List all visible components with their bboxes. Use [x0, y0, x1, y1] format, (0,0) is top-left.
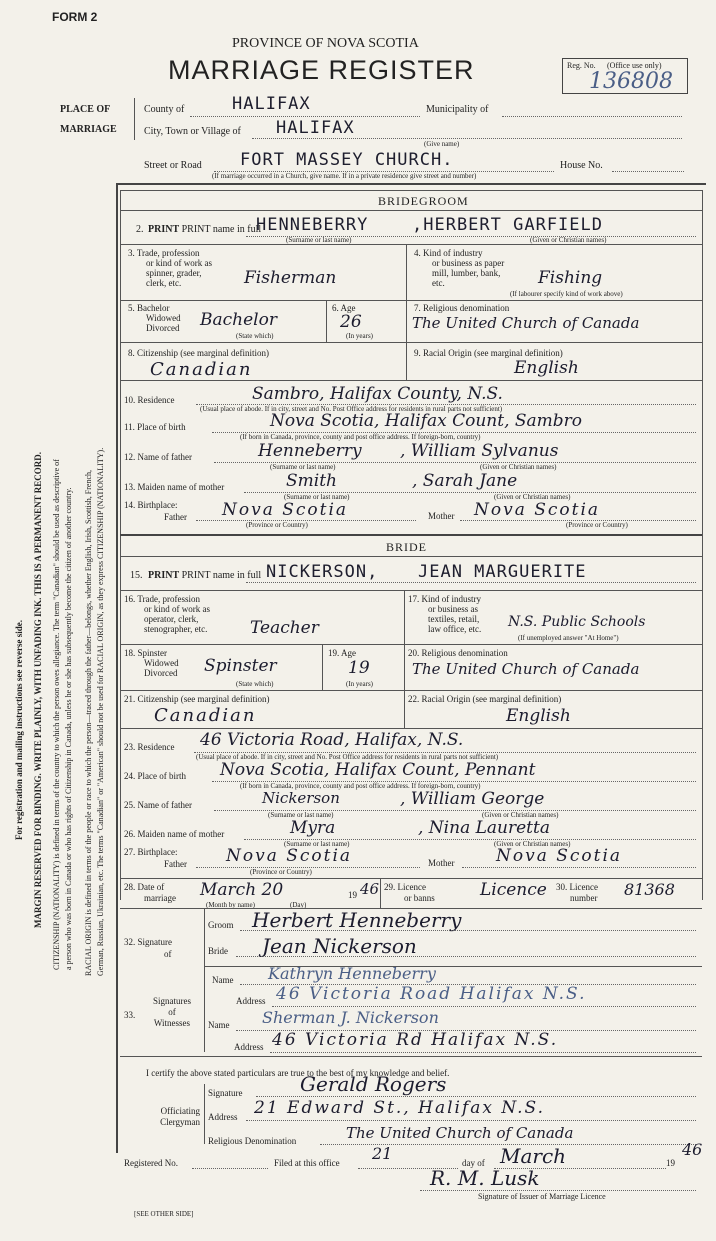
f22-label: 22. Racial Origin (see marginal definition): [408, 694, 562, 704]
bride-status-cap: (State which): [236, 680, 274, 688]
w1-address: 46 Victoria Road Halifax N.S.: [276, 984, 587, 1004]
f29-l2: or banns: [404, 893, 435, 903]
margin-line-6: German, Russian, Ukrainian, etc. The terms "Canadian" or "American" should not be used for RACIAL ORIGIN, as they express CITIZENSHIP (NATIONALITY).: [96, 447, 105, 976]
vline-groom-trade: [406, 244, 407, 300]
groom-birthplace: Nova Scotia, Halifax Count, Sambro: [270, 411, 583, 431]
marriage-date: March 20: [200, 880, 284, 900]
f23-cap: (Usual place of abode. If in city, street and No. Post Office address for residents in rural parts not sufficient): [196, 753, 499, 761]
vline-racial: [406, 342, 407, 380]
city-value: HALIFAX: [276, 118, 355, 138]
f29-label: [384, 882, 435, 904]
issuer-signature: R. M. Lusk: [430, 1166, 540, 1190]
form-inner-right: [702, 190, 703, 900]
date-cap2: (Day): [290, 901, 307, 909]
f14-label: [124, 499, 187, 523]
groom-mother-given: , Sarah Jane: [412, 471, 518, 491]
place-label-2: MARRIAGE: [60, 124, 117, 135]
f25-cap2: (Given or Christian names): [482, 811, 559, 819]
bride-sig-line: [236, 956, 696, 957]
f12-cap1: (Surname or last name): [270, 463, 336, 471]
line-380: [120, 380, 702, 381]
city-line: [252, 138, 682, 139]
f5-label: [128, 303, 181, 333]
margin-line-4: a person who was born in Canada or who has rights of Citizenship in Canada, unless he or she has subsequently become the citizen of another country.: [64, 487, 73, 970]
place-bracket: [134, 98, 135, 140]
w1-address-label: Address: [236, 996, 266, 1006]
f15-print: PRINT: [148, 570, 180, 581]
f23-label: 23. Residence: [124, 742, 175, 752]
issuer-caption: Signature of Issuer of Marriage Licence: [478, 1192, 606, 1201]
f18-l3: Divorced: [144, 668, 178, 678]
f32-l1: 32. Signature: [124, 937, 172, 947]
f9-label: 9. Racial Origin (see marginal definition): [414, 348, 563, 358]
bride-mother-given: , Nina Lauretta: [418, 818, 550, 838]
witness-l1: Signatures: [153, 996, 191, 1006]
f14-l2: Father: [164, 512, 187, 522]
groom-residence: Sambro, Halifax County, N.S.: [252, 384, 503, 404]
form-left-border: [116, 183, 118, 1153]
f4-l2: or business as paper: [432, 258, 505, 268]
bride-name-line: [246, 582, 696, 583]
clergy-address-label: Address: [208, 1112, 238, 1122]
officiating-l2: Clergyman: [160, 1117, 200, 1127]
f2-print: PRINT: [148, 224, 180, 235]
bride-citizenship: Canadian: [154, 705, 257, 726]
f17-cap: (If unemployed answer "At Home"): [518, 634, 619, 642]
f17-label: [408, 594, 481, 634]
marriage-year-prefix: 19: [348, 890, 357, 900]
f24-label: 24. Place of birth: [124, 771, 186, 781]
bride-age-cap: (In years): [346, 680, 374, 688]
f5-l1: 5. Bachelor: [128, 303, 170, 313]
bride-heading: BRIDE: [386, 540, 427, 554]
bride-trade: Teacher: [250, 618, 319, 638]
witness-l3: Witnesses: [153, 1018, 191, 1028]
f14-cap1: (Province or Country): [246, 521, 308, 529]
vline-licence: [380, 878, 381, 908]
f12-cap2: (Given or Christian names): [480, 463, 557, 471]
f2-label: PRINT name in full: [181, 224, 262, 235]
groom-father-given: , William Sylvanus: [400, 441, 559, 461]
f14-cap2: (Province or Country): [566, 521, 628, 529]
officiating-label: [146, 1106, 200, 1128]
groom-heading: BRIDEGROOM: [378, 194, 469, 208]
groom-racial: English: [514, 358, 579, 378]
f18-l2: Widowed: [144, 658, 179, 668]
bride-status: Spinster: [204, 656, 277, 676]
margin-line-3: CITIZENSHIP (NATIONALITY) is defined in terms of the country to which the person owes allegiance. The term "Canadian" should be used as descriptive of: [52, 459, 61, 970]
w2-address: 46 Victoria Rd Halifax N.S.: [272, 1030, 559, 1050]
line-300: [120, 300, 702, 301]
f27-cap: (Province or Country): [250, 868, 312, 876]
f17-l4: law office, etc.: [428, 624, 482, 634]
marriage-year: 46: [360, 880, 380, 898]
witness-bracket: [204, 966, 205, 1052]
margin-line-1: For registration and mailing instructions see reverse side.: [14, 620, 24, 840]
certify-text: I certify the above stated particulars are true to the best of my knowledge and belief.: [146, 1068, 450, 1078]
filed-month: March: [500, 1144, 567, 1168]
see-other-side: [SEE OTHER SIDE]: [134, 1210, 194, 1218]
clergy-address-line: [246, 1120, 696, 1121]
reg-number: 136808: [589, 69, 673, 94]
officiating-l1: Officiating: [160, 1106, 200, 1116]
bride-sig-label: Bride: [208, 946, 228, 956]
f26-cap2: (Given or Christian names): [494, 840, 571, 848]
f26-label: 26. Maiden name of mother: [124, 829, 225, 839]
w2-address-line: [270, 1052, 696, 1053]
place-note: (If marriage occurred in a Church, give name. If in a private residence give street and number): [212, 172, 477, 180]
bride-heading-line: [120, 556, 702, 557]
clergy-signature: Gerald Rogers: [300, 1072, 447, 1096]
bride-father-birth: Nova Scotia: [226, 846, 353, 866]
bride-father-given: , William George: [400, 789, 545, 809]
f4-label: [414, 248, 504, 288]
f29-l1: 29. Licence: [384, 882, 426, 892]
w1-name-label: Name: [212, 975, 234, 985]
line-728: [120, 728, 702, 729]
line-590: [120, 590, 702, 591]
form-inner-left: [120, 190, 121, 900]
f3-l2: or kind of work as: [146, 258, 212, 268]
f27-l2: Father: [164, 859, 187, 869]
city-label: City, Town or Village of: [144, 126, 241, 137]
bride-racial: English: [506, 706, 571, 726]
f14-l1: 14. Birthplace:: [124, 500, 178, 510]
filed-day: 21: [372, 1144, 393, 1163]
filed-year-prefix: 19: [666, 1158, 675, 1168]
f7-label: 7. Religious denomination: [414, 303, 510, 313]
groom-heading-line: [120, 210, 702, 211]
f4-l1: 4. Kind of industry: [414, 248, 483, 258]
groom-father-surname: Henneberry: [258, 441, 362, 461]
groom-age: 26: [340, 312, 362, 332]
licence-number: 81368: [624, 880, 675, 899]
clergy-address: 21 Edward St., Halifax N.S.: [254, 1098, 546, 1118]
bride-signature: Jean Nickerson: [262, 934, 417, 958]
f30-l2: number: [570, 893, 598, 903]
w1-address-line: [272, 1006, 696, 1007]
f20-label: 20. Religious denomination: [408, 648, 508, 658]
groom-mother-birth: Nova Scotia: [474, 500, 601, 520]
groom-mother-surname: Smith: [286, 471, 337, 491]
house-line: [612, 171, 684, 172]
county-label: County of: [144, 104, 185, 115]
f16-l3: operator, clerk,: [144, 614, 199, 624]
f3-label: [128, 248, 212, 288]
f3-l1: 3. Trade, profession: [128, 248, 200, 258]
groom-status-cap: (State which): [236, 332, 274, 340]
street-value: FORT MASSEY CHURCH.: [240, 150, 454, 170]
witness-label: [140, 996, 204, 1029]
groom-status: Bachelor: [200, 310, 277, 330]
filed-label: Filed at this office: [274, 1158, 340, 1168]
bride-surname: NICKERSON,: [266, 562, 379, 582]
f25-label: 25. Name of father: [124, 800, 192, 810]
bride-residence: 46 Victoria Road, Halifax, N.S.: [200, 730, 464, 750]
f32-l2: of: [164, 949, 172, 959]
groom-given: ,HERBERT GARFIELD: [412, 215, 603, 235]
f15-label: PRINT name in full: [181, 570, 262, 581]
f24-cap: (If born in Canada, province, county and post office address. If foreign-born, country): [240, 782, 481, 790]
vline-bride-religion: [404, 644, 405, 690]
reg-office-note: (Office use only): [607, 61, 662, 70]
municipality-line: [502, 116, 682, 117]
bride-mother-surname: Myra: [290, 818, 336, 838]
f28-label: [124, 882, 176, 904]
vline-bride-trade: [404, 590, 405, 644]
county-value: HALIFAX: [232, 94, 311, 114]
f8-label: 8. Citizenship (see marginal definition): [128, 348, 270, 358]
f4-l3: mill, lumber, bank,: [432, 268, 501, 278]
w2-name: Sherman J. Nickerson: [262, 1008, 439, 1027]
f10-cap: (Usual place of abode. If in city, street and No. Post Office address for residents in rural parts not sufficient): [200, 405, 503, 413]
bride-top-line: [120, 534, 702, 536]
religious-denom-label: Religious Denomination: [208, 1136, 297, 1146]
f26-cap1: (Surname or last name): [284, 840, 350, 848]
f16-l1: 16. Trade, profession: [124, 594, 200, 604]
line-690: [120, 690, 702, 691]
filed-year: 46: [682, 1140, 703, 1159]
f28-l2: marriage: [144, 893, 176, 903]
f28-l1: 28. Date of: [124, 882, 165, 892]
place-label-1: PLACE OF: [60, 104, 111, 115]
vline-bride-age: [322, 644, 323, 690]
f5-l2: Widowed: [146, 313, 181, 323]
line-342: [120, 342, 702, 343]
f3-l4: clerk, etc.: [146, 278, 182, 288]
groom-religion: The United Church of Canada: [412, 314, 640, 332]
w2-address-label: Address: [234, 1042, 264, 1052]
groom-mother-label: Mother: [428, 511, 455, 521]
house-label: House No.: [560, 160, 603, 171]
groom-surname-cap: (Surname or last name): [286, 236, 352, 244]
bride-given: JEAN MARGUERITE: [418, 562, 587, 582]
reg-number-box: [562, 58, 688, 94]
bride-age: 19: [348, 658, 370, 678]
groom-signature: Herbert Henneberry: [252, 908, 462, 932]
groom-sig-line: [240, 930, 696, 931]
f30-label: [556, 882, 598, 904]
margin-line-2: MARGIN RESERVED FOR BINDING. WRITE PLAINLY, WITH UNFADING INK. THIS IS A PERMANENT RECORD.: [33, 451, 43, 928]
reg-label: Reg. No.: [567, 61, 596, 70]
f27-l1: 27. Birthplace:: [124, 847, 178, 857]
line-644: [120, 644, 702, 645]
f16-label: [124, 594, 210, 634]
bride-birthplace: Nova Scotia, Halifax Count, Pennant: [220, 760, 536, 780]
groom-surname: HENNEBERRY: [256, 215, 369, 235]
f2-num: 2.: [136, 224, 144, 235]
clergy-sig-label: Signature: [208, 1088, 243, 1098]
w2-name-label: Name: [208, 1020, 230, 1030]
municipality-label: Municipality of: [426, 104, 489, 115]
form-number: FORM 2: [52, 10, 98, 24]
f16-l4: stenographer, etc.: [144, 624, 208, 634]
f12-label: 12. Name of father: [124, 452, 192, 462]
f4-caption: (If labourer specify kind of work above): [510, 290, 623, 298]
f33-label: 33.: [124, 1010, 136, 1020]
f18-label: [124, 648, 179, 678]
province-title: PROVINCE OF NOVA SCOTIA: [232, 36, 419, 51]
line-1056: [120, 1056, 702, 1057]
f19-label: 19. Age: [328, 648, 356, 658]
groom-top-line: [120, 190, 702, 191]
f11-label: 11. Place of birth: [124, 422, 186, 432]
bride-mother-birth: Nova Scotia: [496, 846, 623, 866]
f17-l1: 17. Kind of industry: [408, 594, 481, 604]
f13-cap2: (Given or Christian names): [494, 493, 571, 501]
f16-l2: or kind of work as: [144, 604, 210, 614]
bride-industry: N.S. Public Schools: [508, 614, 646, 630]
f13-cap1: (Surname or last name): [284, 493, 350, 501]
f5-l3: Divorced: [146, 323, 180, 333]
sig-bracket: [204, 908, 205, 970]
f11-cap: (If born in Canada, province, county and post office address. If foreign-born, country): [240, 433, 481, 441]
registered-line: [192, 1168, 268, 1169]
w1-name: Kathryn Henneberry: [268, 964, 436, 983]
clergy-denomination: The United Church of Canada: [346, 1124, 574, 1142]
clergy-sig-line: [256, 1096, 696, 1097]
day-of-label: day of: [462, 1158, 485, 1168]
licence-type: Licence: [480, 880, 547, 900]
vline-religion: [406, 300, 407, 342]
county-line: [190, 116, 420, 117]
margin-line-5: RACIAL ORIGIN is defined in terms of the people or race to which the person—traced through the father—belongs, whether English, Irish, Scottish, French,: [84, 469, 93, 976]
line-244: [120, 244, 702, 245]
street-label: Street or Road: [144, 160, 202, 171]
form-top-border: [116, 183, 706, 185]
f32-label: [124, 936, 172, 960]
margin-notes: [0, 0, 116, 1241]
groom-citizenship: Canadian: [150, 359, 253, 380]
bride-religion: The United Church of Canada: [412, 660, 640, 678]
date-cap1: (Month by name): [206, 901, 255, 909]
f30-l1: 30. Licence: [556, 882, 598, 892]
groom-industry: Fishing: [538, 268, 603, 288]
vline-bride-racial: [404, 690, 405, 728]
f3-l3: spinner, grader,: [146, 268, 202, 278]
f15-num: 15.: [130, 570, 143, 581]
vline-age: [326, 300, 327, 342]
groom-age-cap: (In years): [346, 332, 374, 340]
bride-mother-label: Mother: [428, 858, 455, 868]
f17-l3: textiles, retail,: [428, 614, 480, 624]
groom-father-birth: Nova Scotia: [222, 500, 349, 520]
line-878: [120, 878, 702, 879]
f6-label: 6. Age: [332, 303, 356, 313]
f18-l1: 18. Spinster: [124, 648, 168, 658]
clergy-bracket: [204, 1084, 205, 1144]
witness-l2: of: [168, 1007, 176, 1017]
f27-label: [124, 846, 187, 870]
bride-father-surname: Nickerson: [262, 789, 340, 807]
groom-sig-label: Groom: [208, 920, 234, 930]
f10-label: 10. Residence: [124, 395, 175, 405]
groom-given-cap: (Given or Christian names): [530, 236, 607, 244]
f17-l2: or business as: [428, 604, 478, 614]
groom-trade: Fisherman: [244, 268, 337, 288]
page-title: MARRIAGE REGISTER: [168, 55, 475, 85]
f25-cap1: (Surname or last name): [268, 811, 334, 819]
f21-label: 21. Citizenship (see marginal definition): [124, 694, 270, 704]
registered-label: Registered No.: [124, 1158, 178, 1168]
f4-l4: etc.: [432, 278, 445, 288]
issuer-sig-line: [420, 1190, 696, 1191]
f13-label: 13. Maiden name of mother: [124, 482, 225, 492]
give-name-caption: (Give name): [424, 140, 460, 148]
f27-line-b: [462, 867, 696, 868]
